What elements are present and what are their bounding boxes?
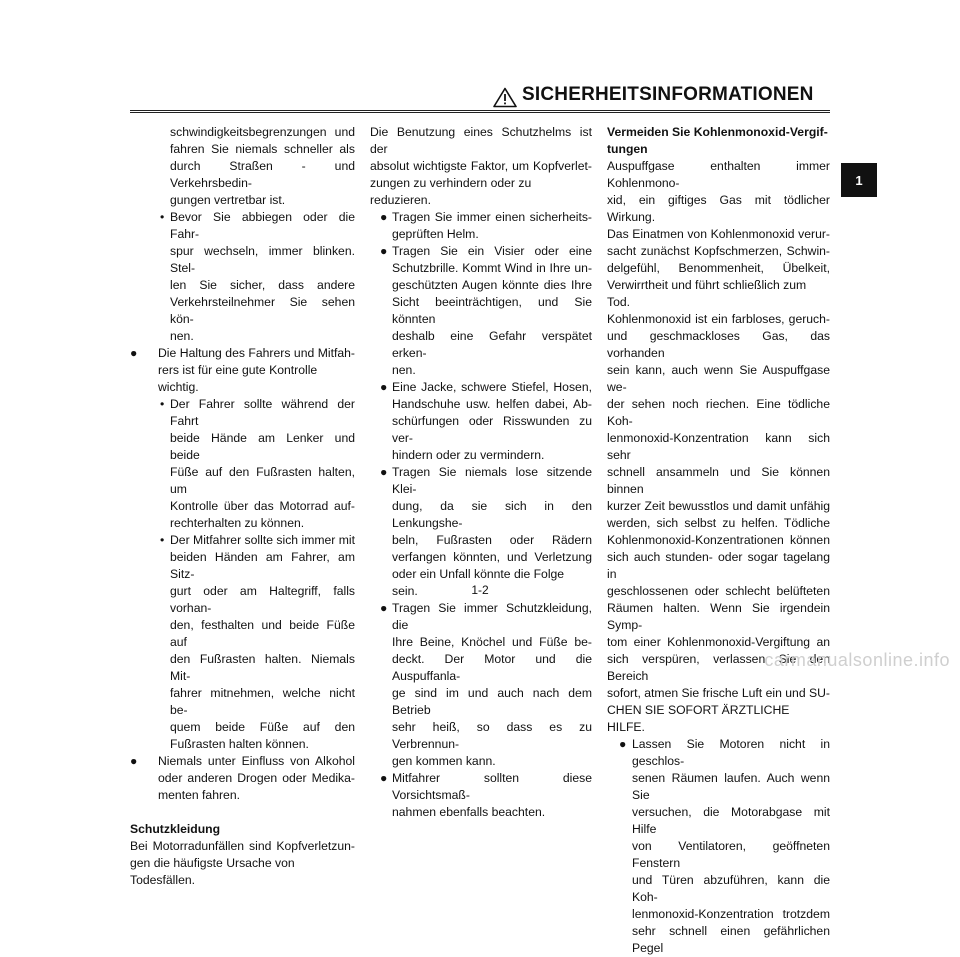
text-line: geschützten Augen könnte dies Ihre	[392, 278, 592, 292]
column-2	[370, 124, 592, 821]
text-line: Verwirrtheit und führt schließlich zum Tod.	[607, 278, 807, 309]
text-line: Die Haltung des Fahrers und Mitfah-	[158, 346, 355, 360]
text-line: Auspuffgase enthalten immer Kohlenmono-	[607, 159, 830, 190]
text-line: Der Mitfahrer sollte sich immer mit	[170, 533, 355, 547]
text-line: Niemals unter Einfluss von Alkohol	[158, 754, 355, 768]
text-line: sich auch stunden- oder sogar tagelang in	[607, 550, 830, 581]
chapter-tab[interactable]: 1	[841, 163, 877, 197]
text-line: CHEN SIE SOFORT ÄRZTLICHE HILFE.	[607, 703, 790, 734]
sub-bullet-item	[130, 532, 355, 753]
text-line: Fußrasten halten können.	[170, 737, 309, 751]
text-line: absolut wichtigste Faktor, um Kopfverlet-	[370, 159, 592, 173]
text-line: Die Benutzung eines Schutzhelms ist der	[370, 125, 592, 156]
text-line: len Sie sicher, dass andere	[170, 278, 355, 292]
text-line: Tragen Sie niemals lose sitzende Klei-	[392, 465, 592, 496]
bullet-marker: ●	[619, 737, 627, 751]
text-line: gen kommen kann.	[392, 754, 496, 768]
text-line: und geschmackloses Gas, das vorhanden	[607, 329, 830, 360]
text-line: schnell ansammeln und Sie können binnen	[607, 465, 830, 496]
watermark: carmanualsonline.info	[764, 650, 950, 670]
text-line: werden, sich selbst zu helfen. Tödliche	[607, 516, 830, 530]
text-line: beiden Händen am Fahrer, am Sitz-	[170, 550, 355, 581]
text-line: und Türen abzuführen, kann die Koh-	[632, 873, 830, 904]
text-line: sofort, atmen Sie frische Luft ein und SU-	[607, 686, 830, 700]
column-3	[607, 124, 830, 957]
text-line: deckt. Der Motor und die Auspuffanla-	[392, 652, 592, 683]
text-line: delgefühl, Benommenheit, Übelkeit,	[607, 261, 830, 275]
section-heading: Vermeiden Sie Kohlenmonoxid-Vergif-	[607, 125, 828, 139]
text-line: nahmen ebenfalls beachten.	[392, 805, 546, 819]
text-line: beide Hände am Lenker und beide	[170, 431, 355, 462]
text-line: deshalb eine Gefahr verspätet erken-	[392, 329, 592, 360]
text-line: den, festhalten und beide Füße auf	[170, 618, 355, 649]
bullet-marker: ●	[380, 244, 388, 258]
text-line: nen.	[392, 363, 416, 377]
bullet-item	[370, 600, 592, 770]
text-line: verfangen könnten, und Verletzung	[392, 550, 592, 564]
text-line: kurzer Zeit bewusstlos und damit unfähig	[607, 499, 830, 513]
text-line: gen die häufigste Ursache von Todesfällen.	[130, 856, 295, 887]
text-line: sein kann, auch wenn Sie Auspuffgase we-	[607, 363, 830, 394]
text-line: senen Räumen laufen. Auch wenn Sie	[632, 771, 830, 802]
text-line: rechterhalten zu können.	[170, 516, 305, 530]
bullet-item	[370, 209, 592, 243]
text-line: Tragen Sie immer einen sicherheits-	[392, 210, 592, 224]
bullet-item	[370, 379, 592, 464]
text-line: durch Straßen - und Verkehrsbedin-	[170, 159, 355, 190]
bullet-item	[607, 736, 830, 957]
text-line: Tragen Sie ein Visier oder eine	[392, 244, 592, 258]
text-line: Kontrolle über das Motorrad auf-	[170, 499, 355, 513]
sub-bullet-item	[130, 396, 355, 532]
text-line: beln, Fußrasten oder Rädern	[392, 533, 592, 547]
bullet-item	[370, 243, 592, 379]
header-rule	[130, 110, 830, 114]
bullet-item	[130, 753, 355, 804]
bullet-marker: ●	[380, 465, 388, 479]
text-line: xid, ein giftiges Gas mit tödlicher Wirkung.	[607, 193, 830, 224]
text-line: Verkehrsteilnehmer Sie sehen kön-	[170, 295, 355, 326]
text-line: lenmonoxid-Konzentration trotzdem	[632, 907, 830, 921]
sub-bullet-marker: •	[160, 397, 165, 411]
page-title: SICHERHEITSINFORMATIONEN	[522, 84, 814, 105]
column-1	[130, 124, 355, 889]
text-line: zungen zu verhindern oder zu reduzieren.	[370, 176, 532, 207]
page-number: 1-2	[471, 583, 489, 597]
text-line: versuchen, die Motorabgase mit Hilfe	[632, 805, 830, 836]
text-line: Ihre Beine, Knöchel und Füße be-	[392, 635, 592, 649]
bullet-marker: ●	[130, 754, 138, 768]
text-line: hindern oder zu vermindern.	[392, 448, 545, 462]
text-line: Tragen Sie immer Schutzkleidung, die	[392, 601, 592, 632]
warning-triangle-icon	[493, 87, 517, 108]
bullet-item	[370, 770, 592, 821]
bullet-marker: ●	[380, 771, 388, 785]
text-line: lenmonoxid-Konzentration kann sich sehr	[607, 431, 830, 462]
text-line: Sicht beeinträchtigen, und Sie könnten	[392, 295, 592, 326]
text-line: schürfungen oder Risswunden zu ver-	[392, 414, 592, 445]
text-line: nen.	[170, 329, 194, 343]
text-line: ge sind im und auch nach dem Betrieb	[392, 686, 592, 717]
text-line: fahrer mitnehmen, welche nicht be-	[170, 686, 355, 717]
text-line: Räumen halten. Wenn Sie irgendein Symp-	[607, 601, 830, 632]
text-line: Füße auf den Fußrasten halten, um	[170, 465, 355, 496]
text-line: Handschuhe usw. helfen dabei, Ab-	[392, 397, 592, 411]
text-line: oder ein Unfall könnte die Folge sein.	[392, 567, 565, 598]
text-line: oder anderen Drogen oder Medika-	[158, 771, 355, 785]
bullet-item	[130, 345, 355, 396]
text-line: gungen vertretbar ist.	[170, 193, 286, 207]
bullet-item	[370, 464, 592, 600]
text-line: gurt oder am Haltegriff, falls vorhan-	[170, 584, 355, 615]
text-line: sehr heiß, so dass es zu Verbrennun-	[392, 720, 592, 751]
text-line: sich verspüren, verlassen Sie den Bereich	[607, 652, 830, 683]
text-line: Bei Motorradunfällen sind Kopfverletzun-	[130, 839, 355, 853]
section-heading: tungen	[607, 142, 648, 156]
text-line: sehr schnell einen gefährlichen Pegel	[632, 924, 830, 955]
text-line: von Ventilatoren, geöffneten Fenstern	[632, 839, 830, 870]
bullet-marker: ●	[130, 346, 138, 360]
bullet-marker: ●	[380, 210, 388, 224]
text-line: menten fahren.	[158, 788, 240, 802]
text-line: quem beide Füße auf den	[170, 720, 355, 734]
text-line: Der Fahrer sollte während der Fahrt	[170, 397, 355, 428]
text-line: Eine Jacke, schwere Stiefel, Hosen,	[392, 380, 592, 394]
text-line: fahren Sie niemals schneller als	[170, 142, 355, 156]
text-line: Bevor Sie abbiegen oder die Fahr-	[170, 210, 355, 241]
sub-bullet-marker: •	[160, 210, 165, 224]
text-line: Kohlenmonoxid ist ein farbloses, geruch-	[607, 312, 830, 326]
text-line: rers ist für eine gute Kontrolle wichtig.	[158, 363, 318, 394]
bullet-marker: ●	[380, 601, 388, 615]
text-line: dung, da sie sich in den Lenkungshe-	[392, 499, 592, 530]
text-line: geprüften Helm.	[392, 227, 479, 241]
text-line: tom einer Kohlenmonoxid-Vergiftung an	[607, 635, 830, 649]
text-line: schwindigkeitsbegrenzungen und	[170, 125, 355, 139]
text-line: Kohlenmonoxid-Konzentrationen können	[607, 533, 830, 547]
sub-bullet-item	[130, 209, 355, 345]
text-line: Das Einatmen von Kohlenmonoxid verur-	[607, 227, 830, 241]
text-line: Lassen Sie Motoren nicht in geschlos-	[632, 737, 830, 768]
text-line: Schutzbrille. Kommt Wind in Ihre un-	[392, 261, 592, 275]
text-line: der sehen noch riechen. Eine tödliche Koh-	[607, 397, 830, 428]
text-line: spur wechseln, immer blinken. Stel-	[170, 244, 355, 275]
text-line: den Fußrasten halten. Niemals Mit-	[170, 652, 355, 683]
text-line: sacht zunächst Kopfschmerzen, Schwin-	[607, 244, 830, 258]
sub-bullet-marker: •	[160, 533, 165, 547]
section-heading: Schutzkleidung	[130, 822, 221, 836]
text-line: geschlossenen oder schlecht belüfteten	[607, 584, 830, 598]
bullet-marker: ●	[380, 380, 388, 394]
text-line: Mitfahrer sollten diese Vorsichtsmaß-	[392, 771, 592, 802]
